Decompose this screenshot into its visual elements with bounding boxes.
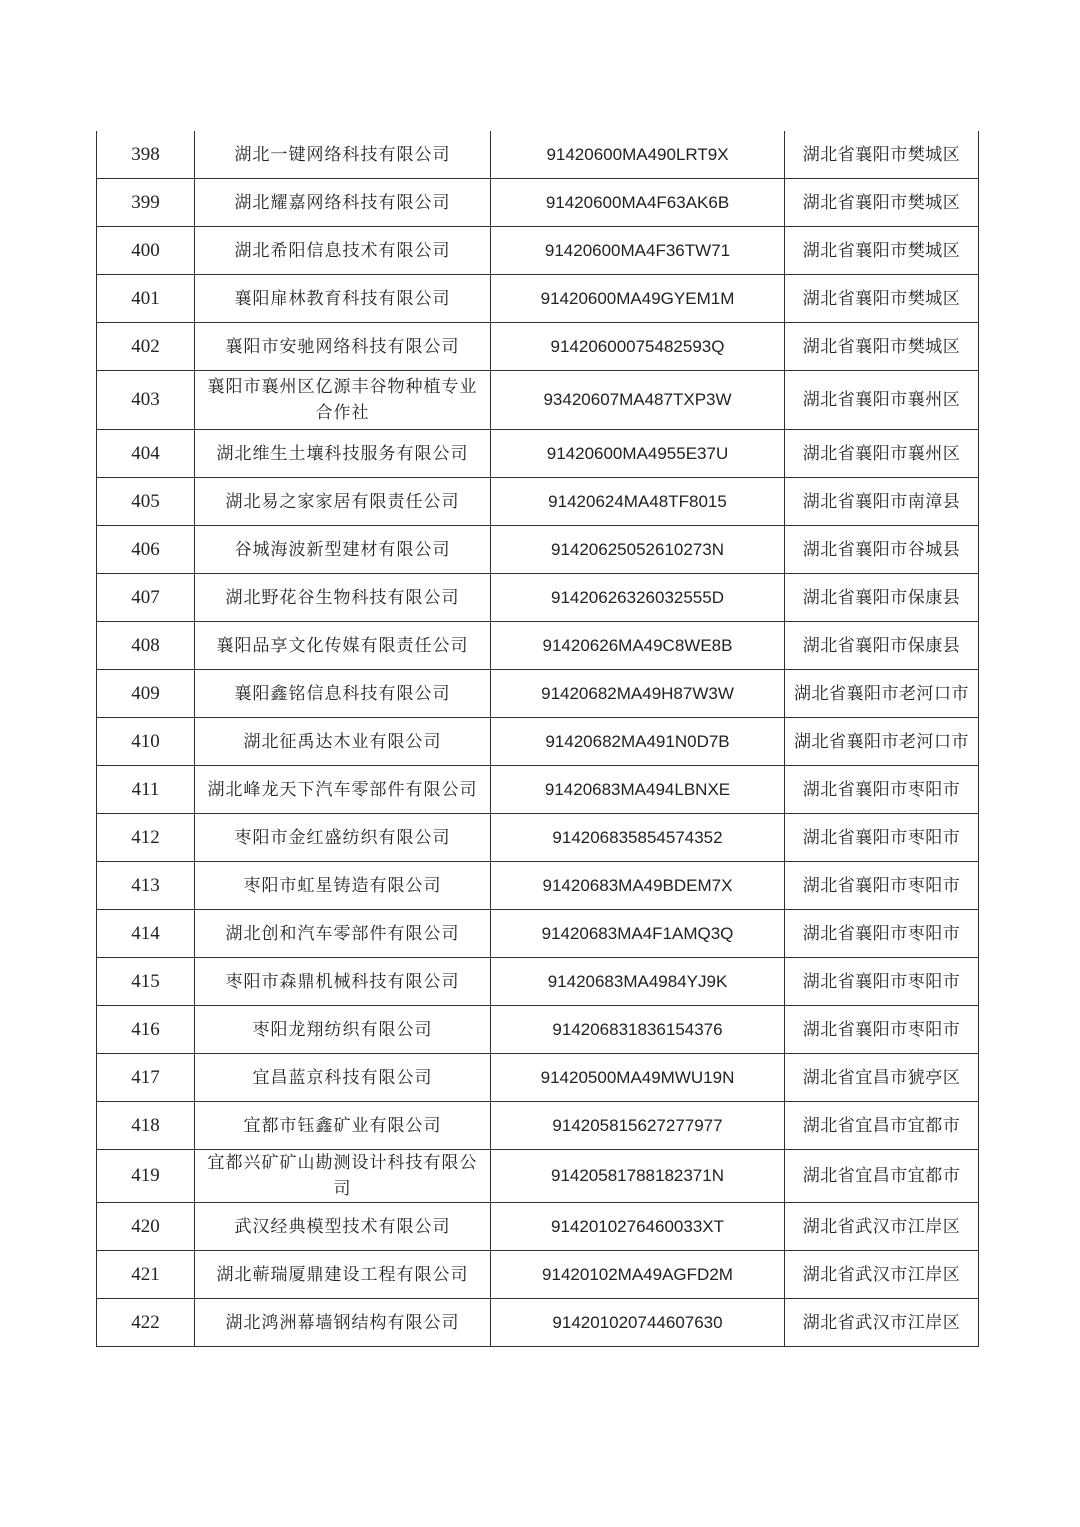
company-address: 湖北省襄阳市枣阳市 <box>785 814 979 862</box>
company-name: 湖北蕲瑞厦鼎建设工程有限公司 <box>195 1251 491 1299</box>
company-name: 湖北征禹达木业有限公司 <box>195 718 491 766</box>
credit-code: 91420683MA494LBNXE <box>491 766 785 814</box>
row-number: 403 <box>97 371 195 430</box>
row-number: 405 <box>97 478 195 526</box>
table-row <box>97 766 979 814</box>
company-address: 湖北省襄阳市枣阳市 <box>785 910 979 958</box>
table-row <box>97 1299 979 1347</box>
table-row <box>97 622 979 670</box>
company-address: 湖北省武汉市江岸区 <box>785 1299 979 1347</box>
row-number: 417 <box>97 1054 195 1102</box>
credit-code: 91420600MA4F63AK6B <box>491 179 785 227</box>
company-registry-table <box>96 131 979 1347</box>
company-address: 湖北省襄阳市枣阳市 <box>785 766 979 814</box>
row-number: 400 <box>97 227 195 275</box>
row-number: 415 <box>97 958 195 1006</box>
company-name: 谷城海波新型建材有限公司 <box>195 526 491 574</box>
company-name: 襄阳市安驰网络科技有限公司 <box>195 323 491 371</box>
table-row <box>97 574 979 622</box>
company-address: 湖北省宜昌市宜都市 <box>785 1102 979 1150</box>
company-address: 湖北省襄阳市枣阳市 <box>785 1006 979 1054</box>
credit-code: 91420500MA49MWU19N <box>491 1054 785 1102</box>
company-address: 湖北省襄阳市樊城区 <box>785 323 979 371</box>
company-name: 襄阳市襄州区亿源丰谷物种植专业合作社 <box>195 371 491 430</box>
credit-code: 914201020744607630 <box>491 1299 785 1347</box>
company-address: 湖北省襄阳市樊城区 <box>785 179 979 227</box>
table-row <box>97 1203 979 1251</box>
table-row <box>97 862 979 910</box>
company-address: 湖北省襄阳市保康县 <box>785 574 979 622</box>
company-name: 湖北耀嘉网络科技有限公司 <box>195 179 491 227</box>
credit-code: 91420600MA4955E37U <box>491 430 785 478</box>
table-row <box>97 227 979 275</box>
table-row <box>97 670 979 718</box>
row-number: 418 <box>97 1102 195 1150</box>
row-number: 410 <box>97 718 195 766</box>
company-address: 湖北省襄阳市老河口市 <box>785 718 979 766</box>
company-address: 湖北省襄阳市樊城区 <box>785 227 979 275</box>
table-row <box>97 131 979 179</box>
credit-code: 914206835854574352 <box>491 814 785 862</box>
credit-code: 91420600MA4F36TW71 <box>491 227 785 275</box>
row-number: 406 <box>97 526 195 574</box>
credit-code: 91420581788182371N <box>491 1150 785 1203</box>
company-address: 湖北省襄阳市枣阳市 <box>785 958 979 1006</box>
credit-code: 91420683MA4984YJ9K <box>491 958 785 1006</box>
table-row <box>97 526 979 574</box>
company-name: 枣阳市虹星铸造有限公司 <box>195 862 491 910</box>
company-name: 宜都兴矿矿山勘测设计科技有限公司 <box>195 1150 491 1203</box>
company-name: 襄阳扉林教育科技有限公司 <box>195 275 491 323</box>
company-name: 湖北鸿洲幕墙钢结构有限公司 <box>195 1299 491 1347</box>
table-row <box>97 1102 979 1150</box>
credit-code: 914206831836154376 <box>491 1006 785 1054</box>
row-number: 414 <box>97 910 195 958</box>
row-number: 408 <box>97 622 195 670</box>
company-address: 湖北省襄阳市樊城区 <box>785 131 979 179</box>
table-row <box>97 275 979 323</box>
table-row <box>97 910 979 958</box>
row-number: 401 <box>97 275 195 323</box>
company-address: 湖北省襄阳市谷城县 <box>785 526 979 574</box>
table-row <box>97 478 979 526</box>
row-number: 413 <box>97 862 195 910</box>
row-number: 412 <box>97 814 195 862</box>
company-name: 武汉经典模型技术有限公司 <box>195 1203 491 1251</box>
row-number: 407 <box>97 574 195 622</box>
row-number: 398 <box>97 131 195 179</box>
company-name: 湖北易之家家居有限责任公司 <box>195 478 491 526</box>
credit-code: 91420683MA49BDEM7X <box>491 862 785 910</box>
company-address: 湖北省襄阳市枣阳市 <box>785 862 979 910</box>
company-address: 湖北省襄阳市保康县 <box>785 622 979 670</box>
credit-code: 91420600MA490LRT9X <box>491 131 785 179</box>
credit-code: 9142010276460033XT <box>491 1203 785 1251</box>
credit-code: 91420625052610273N <box>491 526 785 574</box>
company-address: 湖北省武汉市江岸区 <box>785 1251 979 1299</box>
row-number: 422 <box>97 1299 195 1347</box>
credit-code: 93420607MA487TXP3W <box>491 371 785 430</box>
row-number: 419 <box>97 1150 195 1203</box>
table-row <box>97 1251 979 1299</box>
row-number: 409 <box>97 670 195 718</box>
company-address: 湖北省襄阳市襄州区 <box>785 371 979 430</box>
company-name: 湖北峰龙天下汽车零部件有限公司 <box>195 766 491 814</box>
table-row <box>97 1054 979 1102</box>
company-name: 枣阳市森鼎机械科技有限公司 <box>195 958 491 1006</box>
company-name: 湖北野花谷生物科技有限公司 <box>195 574 491 622</box>
company-address: 湖北省武汉市江岸区 <box>785 1203 979 1251</box>
table-row <box>97 323 979 371</box>
credit-code: 91420682MA491N0D7B <box>491 718 785 766</box>
row-number: 420 <box>97 1203 195 1251</box>
company-address: 湖北省襄阳市樊城区 <box>785 275 979 323</box>
company-name: 湖北维生土壤科技服务有限公司 <box>195 430 491 478</box>
row-number: 421 <box>97 1251 195 1299</box>
company-name: 湖北创和汽车零部件有限公司 <box>195 910 491 958</box>
table-row <box>97 371 979 430</box>
table-row <box>97 430 979 478</box>
table-row <box>97 718 979 766</box>
table-row <box>97 179 979 227</box>
credit-code: 914205815627277977 <box>491 1102 785 1150</box>
row-number: 404 <box>97 430 195 478</box>
credit-code: 91420600MA49GYEM1M <box>491 275 785 323</box>
company-name: 枣阳市金红盛纺织有限公司 <box>195 814 491 862</box>
credit-code: 91420102MA49AGFD2M <box>491 1251 785 1299</box>
table-row <box>97 1006 979 1054</box>
company-name: 襄阳鑫铭信息科技有限公司 <box>195 670 491 718</box>
credit-code: 91420683MA4F1AMQ3Q <box>491 910 785 958</box>
company-name: 宜昌蓝京科技有限公司 <box>195 1054 491 1102</box>
table-row <box>97 1150 979 1203</box>
company-address: 湖北省襄阳市襄州区 <box>785 430 979 478</box>
credit-code: 91420624MA48TF8015 <box>491 478 785 526</box>
company-name: 宜都市钰鑫矿业有限公司 <box>195 1102 491 1150</box>
credit-code: 91420626326032555D <box>491 574 785 622</box>
company-address: 湖北省襄阳市南漳县 <box>785 478 979 526</box>
row-number: 416 <box>97 1006 195 1054</box>
row-number: 399 <box>97 179 195 227</box>
row-number: 411 <box>97 766 195 814</box>
company-name: 枣阳龙翔纺织有限公司 <box>195 1006 491 1054</box>
company-address: 湖北省襄阳市老河口市 <box>785 670 979 718</box>
company-address: 湖北省宜昌市宜都市 <box>785 1150 979 1203</box>
row-number: 402 <box>97 323 195 371</box>
credit-code: 91420682MA49H87W3W <box>491 670 785 718</box>
credit-code: 91420626MA49C8WE8B <box>491 622 785 670</box>
company-name: 襄阳品享文化传媒有限责任公司 <box>195 622 491 670</box>
credit-code: 91420600075482593Q <box>491 323 785 371</box>
table-row <box>97 958 979 1006</box>
company-address: 湖北省宜昌市猇亭区 <box>785 1054 979 1102</box>
table-body <box>97 131 979 1347</box>
company-name: 湖北一键网络科技有限公司 <box>195 131 491 179</box>
company-name: 湖北希阳信息技术有限公司 <box>195 227 491 275</box>
table-row <box>97 814 979 862</box>
